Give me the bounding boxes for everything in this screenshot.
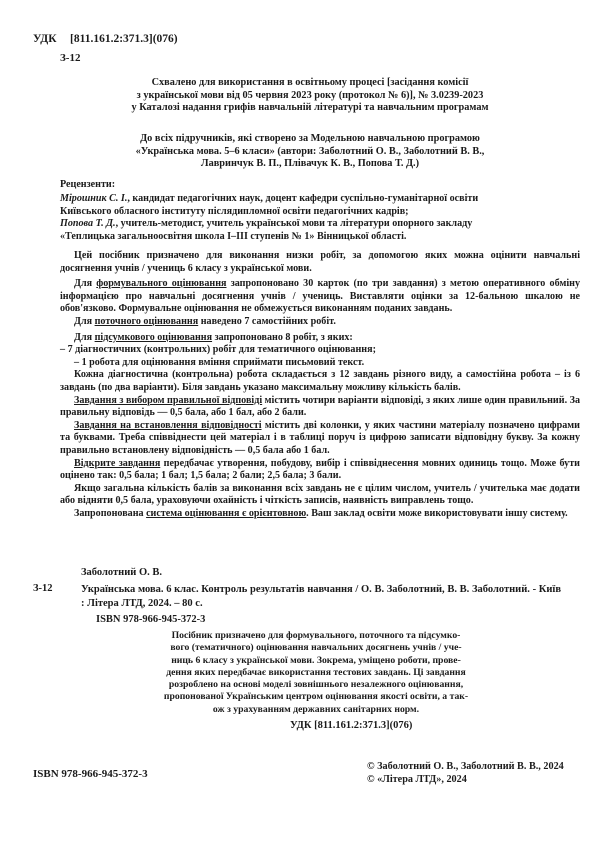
annotation-line: ож з урахуванням державних санітарних норм. bbox=[212, 703, 420, 715]
catalog-isbn: ISBN 978-966-945-372-3 bbox=[96, 614, 206, 625]
copyright-block bbox=[367, 760, 564, 786]
copyright-publisher: © «Літера ЛТД», 2024 bbox=[367, 774, 467, 785]
catalog-udk: УДК [811.161.2:371.3](076) bbox=[290, 720, 413, 731]
applies-statement bbox=[90, 133, 530, 171]
footer-isbn: ISBN 978-966-945-372-3 bbox=[33, 768, 148, 780]
matching-task-paragraph: Завдання на встановлення відповідності містить дві колонки, у яких частини матеріалу позначено цифрами та буквами. Треба співвіднести цей матеріал і в таблиці поруч із цифрою записати відповідну букву. За кожну правильно встановлену відповідність — 0,5 бала або 1 бал. bbox=[60, 419, 580, 456]
reviewer-2-name: Попова Т. Д. bbox=[60, 218, 116, 230]
reviewers-block bbox=[60, 179, 560, 244]
reviewer-2-role: , учитель-методист, учитель української мови та літератури опорного закладу bbox=[115, 218, 473, 230]
formative-term: формувального оцінювання bbox=[96, 278, 227, 290]
annotation-line: ниць 6 класу з української мови. Зокрема, уміщено роботи, прове- bbox=[171, 654, 461, 666]
reviewer-1-name: Мірошник С. І. bbox=[60, 192, 128, 204]
formative-paragraph: Для формувального оцінювання запропоновано 30 карток (по три завдання) з метою оперативного обміну інформацією про навчальні досягнення учнів / учениць. Виставляти оцінки за 12-бальною шкалою не обов'язково. Формувальне оцінювання не обмежується виконанням поданих завдань. bbox=[60, 278, 580, 315]
approval-line: у Каталозі надання грифів навчальній літературі та навчальним програмам bbox=[131, 102, 489, 114]
applies-line: До всіх підручників, які створено за Модельною навчальною програмою bbox=[140, 133, 480, 144]
reviewer-2 bbox=[60, 218, 560, 231]
final-term: підсумкового оцінювання bbox=[94, 331, 213, 343]
annotation-line: вого (тематичного) оцінювання навчальних досягнень учнів / уче- bbox=[170, 642, 462, 654]
intro-text bbox=[60, 250, 580, 520]
applies-line: «Українська мова. 5–6 класи» (автори: Заболотний О. В., Заболотний В. В., bbox=[135, 145, 485, 157]
udk-code: [811.161.2:371.3](076) bbox=[70, 33, 178, 45]
choice-task-term: Завдання з вибором правильної відповіді bbox=[74, 394, 263, 406]
open-task-paragraph: Відкрите завдання передбачає утворення, побудову, вибір і співвіднесення мовних одиниць тощо. Може бути оцінено так: 0,5 бала; 1 бал; 1,5 бала; 2 бали; 2,5 бала; 3 бали. bbox=[60, 457, 580, 482]
udk-label: УДК bbox=[33, 33, 57, 45]
catalog-description: Українська мова. 6 клас. Контроль результатів навчання / О. В. Заболотний, В. В. Заболотний. - Київ : Літера ЛТД, 2024. – 80 с. bbox=[81, 584, 561, 609]
current-term: поточного оцінювання bbox=[94, 315, 199, 327]
final-paragraph: Для підсумкового оцінювання запропоновано 8 робіт, з яких: bbox=[74, 331, 353, 343]
system-term: система оцінювання є орієнтовною bbox=[146, 507, 307, 519]
rounding-paragraph: Якщо загальна кількість балів за виконання всіх завдань не є цілим числом, учитель / учителька має додати або відняти 0,5 бала, ураховуючи охайність і чіткість записів, наявність виправлень тощо. bbox=[60, 482, 580, 507]
annotation-line: Посібник призначено для формувального, поточного та підсумко- bbox=[171, 630, 461, 641]
annotation-line: розроблено на основі моделі зовнішнього незалежного оцінювання, bbox=[168, 679, 464, 691]
approval-line: з української мови від 05 червня 2023 року (протокол № 6)], № 3.0239-2023 bbox=[136, 89, 484, 101]
current-paragraph: Для поточного оцінювання наведено 7 самостійних робіт. bbox=[74, 315, 336, 327]
intro-paragraph: Цей посібник призначено для виконання низки робіт, за допомогою яких можна оцінити навчальні досягнення учнів / учениць 6 класу з української мови. bbox=[60, 250, 580, 274]
matching-task-term: Завдання на встановлення відповідності bbox=[74, 419, 262, 431]
catalog-code: З-12 bbox=[33, 583, 53, 594]
annotation-line: пропонованої Українським центром оцінювання якості освіти, а так- bbox=[163, 691, 469, 703]
reviewers-title: Рецензенти: bbox=[60, 179, 116, 190]
choice-task-paragraph: Завдання з вибором правильної відповіді містить чотири варіанти відповіді, з яких лише один правильний. За правильну відповідь — 0,5 бала, або 1 бал, або 2 бали. bbox=[60, 394, 580, 419]
final-list-item: – 1 робота для оцінювання вміння сприймати письмовий текст. bbox=[74, 356, 365, 368]
catalog-author: Заболотний О. В. bbox=[81, 567, 162, 578]
reviewer-1 bbox=[60, 193, 560, 206]
copyright-authors: © Заболотний О. В., Заболотний В. В., 2024 bbox=[367, 761, 564, 772]
applies-line: Лавринчук В. П., Плівачук К. В., Попова Т. Д.) bbox=[200, 158, 420, 170]
annotation-line: дення яких передбачає використання тестових завдань. Ці завдання bbox=[166, 666, 466, 678]
approval-line: Схвалено для використання в освітньому процесі [засідання комісії bbox=[151, 77, 469, 88]
catalog-annotation bbox=[81, 630, 551, 716]
structure-paragraph: Кожна діагностична (контрольна) робота складається з 12 завдань різного виду, а самостійна робота – із 6 завдань (по два варіанти). Біля завдань указано максимальну можливу кількість балів. bbox=[60, 369, 580, 393]
system-paragraph: Запропонована система оцінювання є орієнтовною. Ваш заклад освіти може використовувати іншу систему. bbox=[74, 507, 568, 519]
approval-statement bbox=[90, 77, 530, 115]
reviewer-1-affiliation: Київського обласного інституту післядипломної освіти педагогічних кадрів; bbox=[60, 205, 409, 217]
reviewer-1-role: , кандидат педагогічних наук, доцент кафедри суспільно-гуманітарної освіти bbox=[127, 192, 479, 204]
reviewer-2-affiliation: «Теплицька загальноосвітня школа І–ІІІ ступенів № 1» Вінницької області. bbox=[60, 231, 407, 243]
final-list-item: – 7 діагностичних (контрольних) робіт для тематичного оцінювання; bbox=[60, 344, 376, 356]
author-mark: З-12 bbox=[60, 52, 81, 64]
open-task-term: Відкрите завдання bbox=[74, 457, 161, 469]
